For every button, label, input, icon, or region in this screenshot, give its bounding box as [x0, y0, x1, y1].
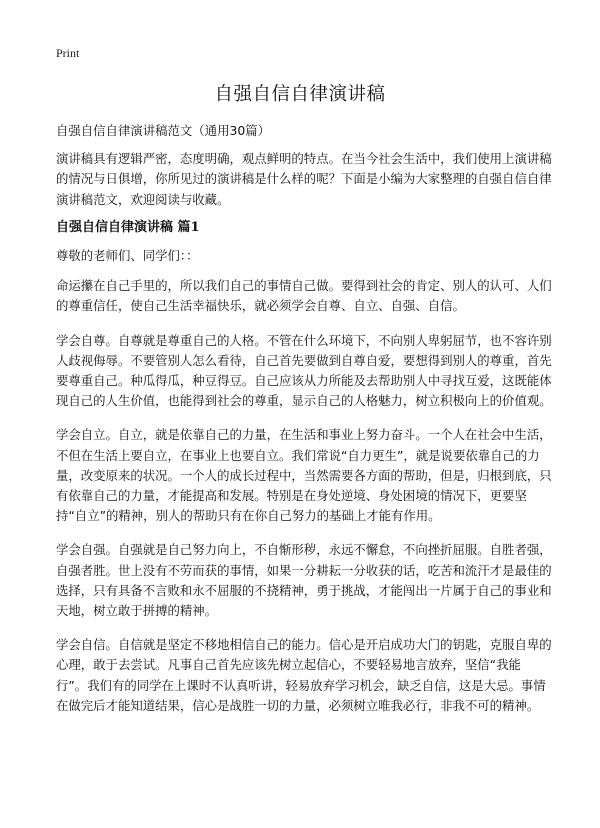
- document-subtitle: 自强自信自律演讲稿范文（通用30篇）: [56, 123, 271, 138]
- body-paragraph: 命运攥在自己手里的，所以我们自己的事情自己做。要得到社会的肯定、别人的认可、人们的尊重信任，使自己生活幸福快乐，就必须学会自尊、自立、自强、自信。: [56, 278, 552, 314]
- page-title: 自强自信自律演讲稿: [214, 84, 386, 105]
- body-paragraph: 学会自立。自立，就是依靠自己的力量，在生活和事业上努力奋斗。一个人在社会中生活，不但在生活上要自立，在事业上也要自立。我们常说“自力更生”，就是说要依靠自己的力量，改变原来的状况。一个人的成长过程中，当然需要各方面的帮助，但是，归根到底，只有依靠自己的力量，才能提高和发展。特别是在身处逆境、身处困境的情况下，更要坚持“自立”的精神，别人的帮助只有在你自己努力的基础上才能有作用。: [56, 427, 552, 524]
- document-body: [56, 121, 552, 730]
- greeting: 尊敬的老师们、同学们：：: [56, 248, 199, 264]
- section-heading: 自强自信自律演讲稿 篇1: [56, 219, 200, 235]
- body-paragraph: 学会自尊。自尊就是尊重自己的人格。不管在什么环境下，不向别人卑躬屈节，也不容许别人歧视侮辱。不要管别人怎么看待，自己首先要做到自尊自爱，要想得到别人的尊重，首先要尊重自己。种瓜得瓜，种豆得豆。自己应该从力所能及去帮助别人中寻找互爱，这既能体现自己的人生价值，也能得到社会的尊重，显示自己的人格魅力，树立积极向上的价值观。: [56, 332, 552, 409]
- body-paragraph: 学会自信。自信就是坚定不移地相信自己的能力。信心是开启成功大门的钥匙，克服自卑的心理，敢于去尝试。凡事自己首先应该先树立起信心，不要轻易地言放弃，坚信“我能行”。我们有的同学在上课时不认真听讲，轻易放弃学习机会，缺乏自信，这是大忌。事情在做完后才能知道结果，信心是战胜一切的力量，必须树立唯我必行，非我不可的精神。: [56, 637, 552, 713]
- intro-paragraph: 演讲稿具有逻辑严密，态度明确，观点鲜明的特点。在当今社会生活中，我们使用上演讲稿的情况与日俱增，你所见过的演讲稿是什么样的呢？下面是小编为大家整理的自强自信自律演讲稿范文，欢迎阅读与收藏。: [56, 151, 552, 207]
- print-link[interactable]: Print: [56, 46, 80, 60]
- body-paragraph: 学会自强。自强就是自己努力向上，不自惭形秽，永远不懈怠，不向挫折屈服。自胜者强，自强者胜。世上没有不劳而获的事情，如果一分耕耘一分收获的话，吃苦和流汗才是最佳的选择，只有具备不言败和永不屈服的不挠精神，勇于挑战，才能闯出一片属于自己的事业和天地，树立敢于拼搏的精神。: [56, 542, 552, 619]
